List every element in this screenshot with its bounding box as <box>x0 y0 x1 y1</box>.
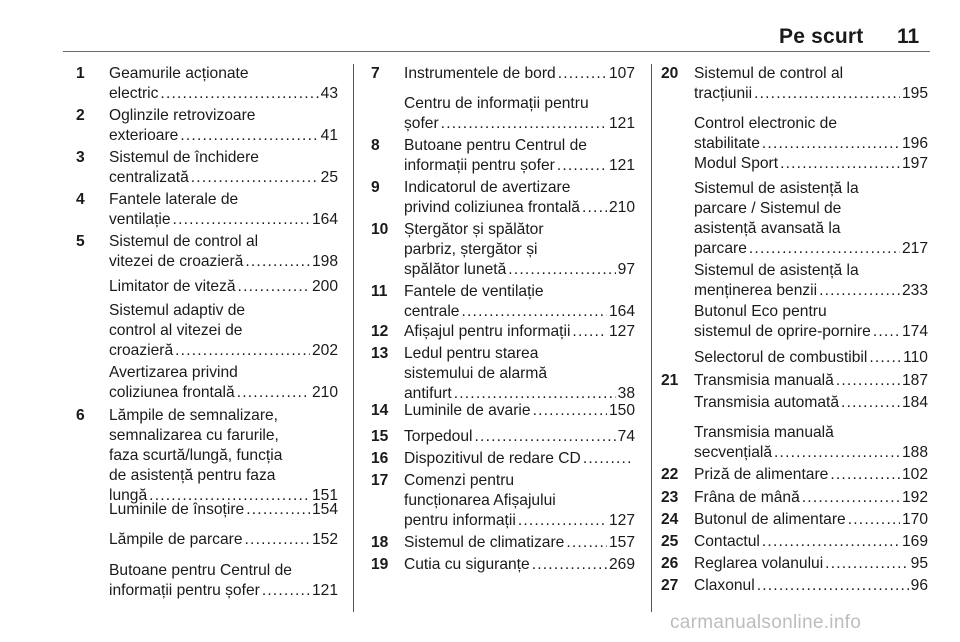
entry-page: 121 <box>608 115 635 132</box>
entry-last-line <box>694 465 928 485</box>
entry-page: 198 <box>311 253 338 270</box>
entry-text <box>694 64 928 104</box>
leader-dots <box>532 555 607 575</box>
leader-dots <box>160 84 318 104</box>
entry-label: Sistemul de climatizare <box>404 534 565 551</box>
leader-dots <box>245 530 310 550</box>
entry-text <box>109 500 338 520</box>
entry-number: 23 <box>661 489 679 506</box>
entry-label: Transmisia automată <box>694 394 840 411</box>
entry-page: 217 <box>901 240 928 257</box>
entry-number: 12 <box>371 323 389 340</box>
leader-dots <box>780 154 900 174</box>
leader-dots <box>749 239 900 259</box>
entry-number: 26 <box>661 555 679 572</box>
entry-line: Butonul Eco pentru <box>694 303 827 320</box>
entry-label: Modul Sport <box>694 155 779 172</box>
entry-last-line <box>694 348 928 368</box>
entry-page: 174 <box>901 323 928 340</box>
leader-dots <box>873 322 900 342</box>
entry-text <box>694 261 928 301</box>
entry-page: 127 <box>608 323 635 340</box>
entry-last-line <box>109 168 338 188</box>
entry-label: Luminile de avarie <box>404 402 531 419</box>
entry-number: 8 <box>371 137 380 154</box>
entry-text <box>109 301 338 361</box>
entry-page: 107 <box>608 65 635 82</box>
leader-dots <box>754 84 900 104</box>
entry-line: parbriz, ștergător și <box>404 241 538 258</box>
leader-dots <box>762 532 900 552</box>
entry-line: Ștergător și spălător <box>404 221 544 238</box>
entry-page: 197 <box>901 155 928 172</box>
entry-text <box>109 148 338 188</box>
entry-text <box>404 555 635 575</box>
entry-page: 233 <box>901 282 928 299</box>
entry-number: 20 <box>661 65 679 82</box>
entry-text <box>694 348 928 368</box>
entry-last-line <box>694 393 928 413</box>
entry-text <box>404 322 635 342</box>
entry-page: 121 <box>608 157 635 174</box>
entry-last-line <box>694 488 928 508</box>
entry-line: control al vitezei de <box>109 322 243 339</box>
entry-number: 19 <box>371 556 389 573</box>
entry-label: centralizată <box>109 169 189 186</box>
entry-line: Lămpile de semnalizare, <box>109 407 279 424</box>
entry-last-line <box>404 555 635 575</box>
entry-last-line <box>109 252 338 272</box>
entry-number: 4 <box>76 191 85 208</box>
entry-page: 95 <box>910 555 928 572</box>
entry-line: Ledul pentru starea <box>404 345 539 362</box>
leader-dots <box>245 252 310 272</box>
entry-page: 169 <box>901 533 928 550</box>
entry-last-line <box>404 156 635 176</box>
entry-label: Dispozitivul de redare CD <box>404 450 581 467</box>
entry-last-line <box>109 126 338 146</box>
entry-label: Priză de alimentare <box>694 466 829 483</box>
entry-text <box>404 344 635 404</box>
leader-dots <box>583 449 633 469</box>
section-title: Pe scurt <box>779 25 864 48</box>
entry-number: 9 <box>371 179 380 196</box>
leader-dots <box>533 401 607 421</box>
entry-text <box>109 232 338 272</box>
entry-text <box>694 154 928 174</box>
entry-number: 25 <box>661 533 679 550</box>
entry-page: 164 <box>608 303 635 320</box>
entry-text <box>694 532 928 552</box>
leader-dots <box>238 277 310 297</box>
entry-last-line <box>109 500 338 520</box>
entry-number: 11 <box>371 283 388 300</box>
entry-last-line <box>404 198 635 218</box>
entry-line: parcare / Sistemul de <box>694 200 842 217</box>
leader-dots <box>262 581 310 601</box>
entry-label: vitezei de croazieră <box>109 253 244 270</box>
entry-page: 25 <box>320 169 338 186</box>
entry-text <box>404 136 635 176</box>
entry-text <box>109 530 338 550</box>
entry-label: informații pentru șofer <box>109 582 260 599</box>
entry-last-line <box>404 533 635 553</box>
entry-page: 38 <box>617 385 635 402</box>
leader-dots <box>825 554 908 574</box>
entry-text <box>694 488 928 508</box>
entry-last-line <box>109 341 338 361</box>
entry-page: 41 <box>320 127 338 144</box>
entry-page: 152 <box>311 531 338 548</box>
leader-dots <box>566 533 607 553</box>
entry-line: Control electronic de <box>694 115 838 132</box>
entry-last-line <box>109 277 338 297</box>
entry-page: 192 <box>901 489 928 506</box>
entry-text <box>404 427 635 447</box>
entry-page: 102 <box>901 466 928 483</box>
entry-number: 2 <box>76 107 85 124</box>
entry-label: Reglarea volanului <box>694 555 824 572</box>
entry-number: 14 <box>371 402 389 419</box>
entry-page: 43 <box>320 85 338 102</box>
leader-dots <box>475 427 616 447</box>
entry-last-line <box>404 64 635 84</box>
leader-dots <box>757 576 909 596</box>
entry-page: 150 <box>608 402 635 419</box>
entry-last-line <box>404 449 635 469</box>
entry-text <box>694 302 928 342</box>
entry-text <box>109 561 338 601</box>
entry-line: Fantele de ventilație <box>404 283 544 300</box>
leader-dots <box>518 511 607 531</box>
entry-number: 15 <box>371 428 389 445</box>
entry-text <box>404 94 635 134</box>
entry-line: faza scurtă/lungă, funcția <box>109 447 283 464</box>
leader-dots <box>762 134 900 154</box>
entry-label: menținerea benzii <box>694 282 818 299</box>
entry-text <box>109 190 338 230</box>
entry-label: pentru informații <box>404 512 516 529</box>
entry-line: Sistemul de asistență la <box>694 180 859 197</box>
entry-line: Butoane pentru Centrul de <box>109 562 292 579</box>
leader-dots <box>461 302 606 322</box>
entry-last-line <box>694 322 928 342</box>
entry-text <box>694 510 928 530</box>
entry-page: 110 <box>903 349 928 366</box>
leader-dots <box>582 198 607 218</box>
watermark: carmanualsonline.info <box>670 612 862 633</box>
column-divider-1 <box>353 64 354 612</box>
entry-line: semnalizarea cu farurile, <box>109 427 279 444</box>
entry-text <box>109 363 338 403</box>
entry-label: antifurt <box>404 385 452 402</box>
entry-label: privind coliziunea frontală <box>404 199 580 216</box>
leader-dots <box>175 341 310 361</box>
entry-line: Sistemul de control al <box>109 233 259 250</box>
entry-last-line <box>404 114 635 134</box>
entry-text <box>694 371 928 391</box>
entry-line: Fantele laterale de <box>109 191 239 208</box>
entry-number: 1 <box>76 65 85 82</box>
entry-line: funcționarea Afișajului <box>404 492 556 509</box>
entry-last-line <box>404 302 635 322</box>
entry-page: 196 <box>901 135 928 152</box>
leader-dots <box>508 260 615 280</box>
entry-text <box>404 178 635 218</box>
entry-line: Geamurile acționate <box>109 65 249 82</box>
entry-text <box>404 449 635 469</box>
entry-text <box>694 393 928 413</box>
entry-number: 3 <box>76 149 85 166</box>
entry-line: Indicatorul de avertizare <box>404 179 571 196</box>
entry-last-line <box>109 581 338 601</box>
leader-dots <box>441 114 607 134</box>
entry-last-line <box>694 154 928 174</box>
entry-label: Lămpile de parcare <box>109 531 243 548</box>
entry-last-line <box>694 134 928 154</box>
entry-number: 7 <box>371 65 380 82</box>
entry-text <box>404 471 635 531</box>
entry-last-line <box>694 443 928 463</box>
entry-label: parcare <box>694 240 747 257</box>
entry-number: 13 <box>371 345 389 362</box>
entry-number: 27 <box>661 577 679 594</box>
entry-label: Frâna de mână <box>694 489 800 506</box>
entry-label: Contactul <box>694 533 760 550</box>
entry-text <box>694 114 928 154</box>
entry-text <box>694 423 928 463</box>
header-rule <box>63 51 930 52</box>
entry-number: 18 <box>371 534 389 551</box>
leader-dots <box>819 281 900 301</box>
entry-last-line <box>109 84 338 104</box>
entry-page: 188 <box>901 444 928 461</box>
entry-page: 127 <box>608 512 635 529</box>
entry-page: 187 <box>901 372 928 389</box>
entry-label: tracțiunii <box>694 85 753 102</box>
entry-label: centrale <box>404 303 460 320</box>
entry-label: stabilitate <box>694 135 760 152</box>
column-divider-2 <box>651 64 652 612</box>
entry-last-line <box>694 532 928 552</box>
entry-label: Limitator de viteză <box>109 278 236 295</box>
entry-number: 24 <box>661 511 679 528</box>
leader-dots <box>572 322 607 342</box>
entry-label: Transmisia manuală <box>694 372 834 389</box>
leader-dots <box>246 500 310 520</box>
entry-last-line <box>694 239 928 259</box>
entry-text <box>694 179 928 259</box>
leader-dots <box>830 465 900 485</box>
entry-line: Sistemul de asistență la <box>694 262 859 279</box>
entry-last-line <box>109 383 338 403</box>
entry-last-line <box>109 530 338 550</box>
page-header <box>0 0 960 60</box>
entry-line: Oglinzile retrovizoare <box>109 107 256 124</box>
entry-last-line <box>404 401 635 421</box>
entry-line: Centru de informații pentru <box>404 95 589 112</box>
entry-label: Luminile de însoțire <box>109 501 245 518</box>
entry-text <box>109 406 338 506</box>
entry-last-line <box>404 260 635 280</box>
entry-page: 154 <box>311 501 338 518</box>
leader-dots <box>173 210 310 230</box>
entry-number: 16 <box>371 450 389 467</box>
entry-label: Instrumentele de bord <box>404 65 556 82</box>
entry-last-line <box>404 511 635 531</box>
entry-label: coliziunea frontală <box>109 384 235 401</box>
entry-text <box>694 465 928 485</box>
entry-page: 200 <box>311 278 338 295</box>
entry-line: Comenzi pentru <box>404 472 515 489</box>
entry-label: Claxonul <box>694 577 755 594</box>
entry-page: 164 <box>311 211 338 228</box>
leader-dots <box>802 488 900 508</box>
entry-text <box>694 576 928 596</box>
entry-last-line <box>694 281 928 301</box>
entry-label: electric <box>109 85 159 102</box>
entry-label: Selectorul de combustibil <box>694 349 868 366</box>
entry-last-line <box>694 576 928 596</box>
entry-label: Torpedoul <box>404 428 473 445</box>
leader-dots <box>557 156 607 176</box>
leader-dots <box>836 371 900 391</box>
entry-label: șofer <box>404 115 439 132</box>
leader-dots <box>180 126 318 146</box>
entry-last-line <box>694 554 928 574</box>
entry-page: 210 <box>608 199 635 216</box>
entry-label: sistemul de oprire-pornire <box>694 323 871 340</box>
entry-page: 170 <box>901 511 928 528</box>
entry-label: lungă <box>109 487 148 504</box>
entry-number: 17 <box>371 472 389 489</box>
entry-last-line <box>694 84 928 104</box>
entry-label: Cutia cu siguranțe <box>404 556 530 573</box>
entry-last-line <box>404 322 635 342</box>
entry-text <box>404 401 635 421</box>
entry-text <box>109 64 338 104</box>
entry-label: informații pentru șofer <box>404 157 555 174</box>
entry-text <box>694 554 928 574</box>
entry-text <box>109 277 338 297</box>
entry-line: Butoane pentru Centrul de <box>404 137 587 154</box>
entry-page: 195 <box>901 85 928 102</box>
leader-dots <box>774 443 900 463</box>
entry-text <box>404 220 635 280</box>
entry-line: Avertizarea privind <box>109 364 238 381</box>
entry-line: Transmisia manuală <box>694 424 834 441</box>
page-number: 11 <box>897 25 920 48</box>
entry-line: Sistemul de închidere <box>109 149 259 166</box>
entry-number: 6 <box>76 407 85 424</box>
leader-dots <box>191 168 319 188</box>
entry-line: Sistemul adaptiv de <box>109 302 246 319</box>
entry-label: spălător lunetă <box>404 261 507 278</box>
entry-page: 269 <box>608 556 635 573</box>
entry-label: ventilație <box>109 211 171 228</box>
entry-page: 157 <box>608 534 635 551</box>
entry-page: 184 <box>901 394 928 411</box>
entry-last-line <box>694 510 928 530</box>
entry-page: 121 <box>311 582 338 599</box>
entry-text <box>404 533 635 553</box>
entry-last-line <box>694 371 928 391</box>
entry-text <box>109 106 338 146</box>
entry-last-line <box>404 427 635 447</box>
entry-text <box>404 64 635 84</box>
entry-page: 97 <box>617 261 635 278</box>
entry-label: croazieră <box>109 342 174 359</box>
entry-number: 21 <box>661 372 679 389</box>
leader-dots <box>237 383 310 403</box>
leader-dots <box>869 348 901 368</box>
leader-dots <box>848 510 900 530</box>
entry-last-line <box>109 210 338 230</box>
leader-dots <box>841 393 900 413</box>
entry-page: 74 <box>617 428 635 445</box>
entry-label: secvențială <box>694 444 773 461</box>
entry-line: Sistemul de control al <box>694 65 844 82</box>
entry-line: de asistență pentru faza <box>109 467 276 484</box>
entry-label: Butonul de alimentare <box>694 511 846 528</box>
entry-number: 5 <box>76 233 85 250</box>
entry-page: 151 <box>311 487 338 504</box>
entry-number: 22 <box>661 466 679 483</box>
leader-dots <box>558 64 607 84</box>
entry-number: 10 <box>371 221 389 238</box>
entry-line: sistemului de alarmă <box>404 365 548 382</box>
entry-page: 210 <box>311 384 338 401</box>
entry-page: 96 <box>910 577 928 594</box>
entry-label: exterioare <box>109 127 179 144</box>
entry-text <box>404 282 635 322</box>
entry-label: Afișajul pentru informații <box>404 323 571 340</box>
entry-line: asistență avansată la <box>694 220 841 237</box>
entry-page: 202 <box>311 342 338 359</box>
